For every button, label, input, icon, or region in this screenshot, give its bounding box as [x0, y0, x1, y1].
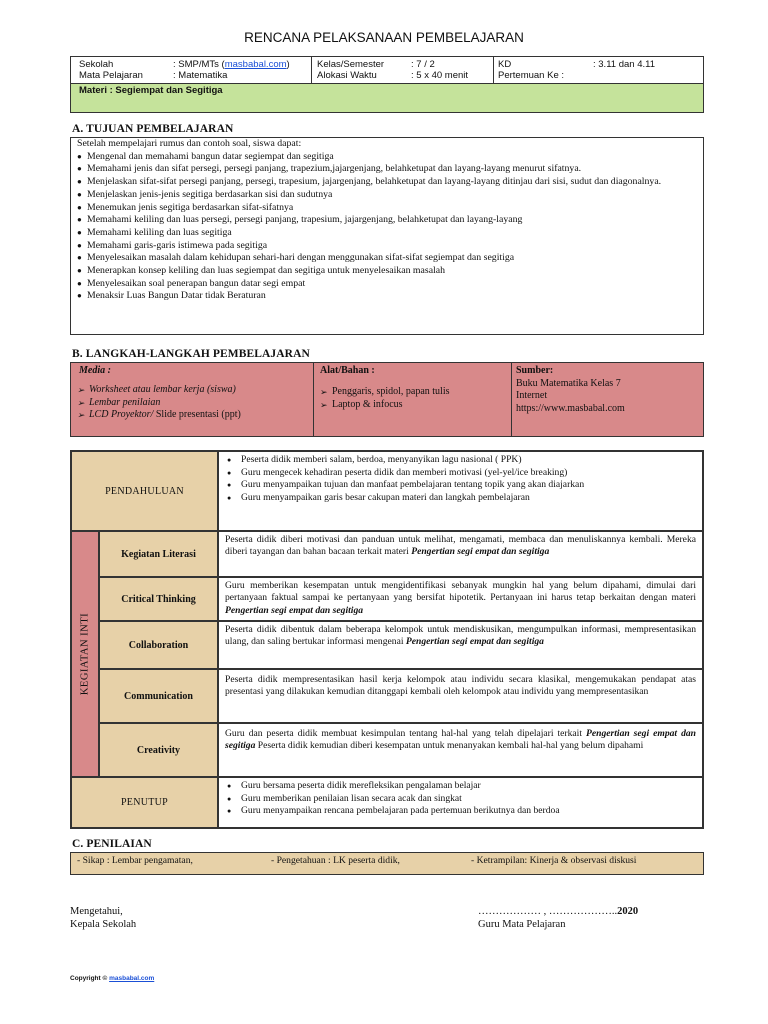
langkah-heading: B. LANGKAH-LANGKAH PEMBELAJARAN — [72, 348, 310, 360]
list-item: ● Peserta didik memberi salam, berdoa, menyanyikan lagu nasional ( PPK) — [219, 454, 702, 467]
date-line: ……………… , ………………..2020 — [478, 906, 639, 917]
creativity-body: Guru dan peserta didik membuat kesimpulan tentang hal-hal yang telah dipelajari terkait Pengertian segi empat dan segitiga Peserta didik kemudian diberi kesempatan untuk menanyakan kembali hal-hal yang belum dipahami — [218, 723, 703, 777]
media-cell — [71, 363, 313, 436]
pendahuluan-label: PENDAHULUAN — [71, 451, 218, 531]
list-item: ● Mengenal dan memahami bangun datar segiempat dan segitiga — [71, 151, 703, 164]
list-item: ● Memahami keliling dan luas segitiga — [71, 227, 703, 240]
list-item: ➢ LCD Proyektor/ Slide presentasi (ppt) — [71, 409, 313, 422]
media-table — [70, 362, 704, 437]
penilaian-sikap: - Sikap : Lembar pengamatan, — [77, 855, 193, 866]
list-item: ● Memahami garis-garis istimewa pada segitiga — [71, 240, 703, 253]
critical-thinking-body: Guru memberikan kesempatan untuk mengidentifikasi sebanyak mungkin hal yang belum dipahami, dimulai dari pertanyaan faktual sampai ke pertanyaan yang bersifat hipotetik. Pertanyaan ini harus tetap berkaitan dengan materi Pengertian segi empat dan segitiga — [218, 577, 703, 621]
signature-right — [478, 905, 638, 931]
media-title: Media : — [79, 365, 111, 376]
alokasi-value: : 5 x 40 menit — [411, 70, 469, 81]
divider — [311, 57, 312, 83]
list-item: ➢ Penggaris, spidol, papan tulis — [314, 386, 512, 399]
list-item: ● Menyelesaikan masalah dalam kehidupan sehari-hari dengan menggunakan sifat-sifat segiempat dan segitiga — [71, 252, 703, 265]
sekolah-label: Sekolah — [79, 59, 114, 70]
tujuan-list — [71, 151, 703, 303]
materi-banner — [71, 83, 703, 112]
kd-label: KD — [498, 59, 512, 70]
communication-body: Peserta didik mempresentasikan hasil kerja kelompok atau individu secara klasikal, mengemukakan pendapat atas presentasi yang dilakukan kemudian ditanggapi kembali oleh kelompok atau individu yang mempresentasikan — [218, 669, 703, 723]
sumber-cell — [511, 363, 704, 436]
critical-thinking-label: Critical Thinking — [99, 577, 218, 621]
penilaian-box — [70, 852, 704, 875]
list-item: ● Memahami keliling dan luas persegi, persegi panjang, trapesium, jajargenjang, belahketupat dan layang-layang — [71, 214, 703, 227]
copyright: Copyright © masbabal.com — [70, 975, 155, 982]
list-item: ● Guru menyampaikan tujuan dan manfaat pembelajaran tentang topik yang akan diajarkan — [219, 479, 702, 492]
penilaian-pengetahuan: - Pengetahuan : LK peserta didik, — [271, 855, 400, 866]
creativity-label: Creativity — [99, 723, 218, 777]
list-item: ● Guru menyampaikan garis besar cakupan materi dan langkah pembelajaran — [219, 492, 702, 505]
pendahuluan-body — [218, 451, 703, 531]
pertemuan-label: Pertemuan Ke : — [498, 70, 565, 81]
alat-title: Alat/Bahan : — [320, 365, 375, 376]
header-info-box — [70, 56, 704, 113]
list-item: ● Memahami jenis dan sifat persegi, persegi panjang, trapezium,jajargenjang, belahketupat dan layang-layang menurut sifatnya. — [71, 163, 703, 176]
sumber-item: Internet — [516, 390, 548, 401]
guru-text: Guru Mata Pelajaran — [478, 919, 566, 930]
penutup-body — [218, 777, 703, 828]
copyright-link[interactable]: masbabal.com — [109, 975, 155, 982]
list-item: ➢ Laptop & infocus — [314, 399, 512, 412]
alat-cell — [313, 363, 512, 436]
mapel-value: : Matematika — [173, 70, 228, 81]
collaboration-body: Peserta didik dibentuk dalam beberapa kelompok untuk mendiskusikan, mengumpulkan informasi, mempresentasikan ulang, dan saling bertukar informasi mengenai Pengertian segi empat dan segitiga — [218, 621, 703, 669]
communication-label: Communication — [99, 669, 218, 723]
kegiatan-inti-label: KEGIATAN INTI — [71, 531, 99, 777]
list-item: ● Menjelaskan jenis-jenis segitiga berdasarkan sisi dan sudutnya — [71, 189, 703, 202]
tujuan-intro: Setelah mempelajari rumus dan contoh soal, siswa dapat: — [77, 138, 302, 149]
kelas-label: Kelas/Semester — [317, 59, 385, 70]
list-item: ● Menerapkan konsep keliling dan luas segiempat dan segitiga untuk menyelesaikan masalah — [71, 265, 703, 278]
list-item: ➢ Lembar penilaian — [71, 397, 313, 410]
kd-value: : 3.11 dan 4.11 — [593, 59, 655, 70]
literasi-label: Kegiatan Literasi — [99, 531, 218, 577]
sumber-link[interactable]: https://www.masbabal.com — [516, 402, 625, 414]
kepala-sekolah-text: Kepala Sekolah — [70, 919, 137, 930]
kegiatan-table — [70, 450, 704, 829]
tujuan-heading: A. TUJUAN PEMBELAJARAN — [72, 123, 234, 135]
list-item: ● Menaksir Luas Bangun Datar tidak Beraturan — [71, 290, 703, 303]
collaboration-label: Collaboration — [99, 621, 218, 669]
list-item: ● Menemukan jenis segitiga berdasarkan sifat-sifatnya — [71, 202, 703, 215]
mapel-label: Mata Pelajaran — [79, 70, 143, 81]
list-item: ● Guru mengecek kehadiran peserta didik dan memberi motivasi (yel-yel/ice breaking) — [219, 467, 702, 480]
mengetahui-text: Mengetahui, — [70, 906, 123, 917]
penilaian-heading: C. PENILAIAN — [72, 838, 152, 850]
list-item: ● Guru menyampaikan rencana pembelajaran pada pertemuan berikutnya dan berdoa — [219, 805, 702, 818]
signature-left — [70, 905, 136, 931]
tujuan-box — [70, 137, 704, 335]
penilaian-keterampilan: - Ketrampilan: Kinerja & observasi diskusi — [471, 855, 637, 866]
sumber-item: Buku Matematika Kelas 7 — [516, 377, 621, 389]
kelas-value: : 7 / 2 — [411, 59, 435, 70]
sumber-title: Sumber: — [516, 365, 554, 376]
list-item: ● Menyelesaikan soal penerapan bangun datar segi empat — [71, 278, 703, 291]
page-title: RENCANA PELAKSANAAN PEMBELAJARAN — [244, 30, 524, 45]
list-item: ● Guru bersama peserta didik merefleksikan pengalaman belajar — [219, 780, 702, 793]
penutup-label: PENUTUP — [71, 777, 218, 828]
list-item: ● Guru memberikan penilaian lisan secara acak dan singkat — [219, 793, 702, 806]
list-item: ➢ Worksheet atau lembar kerja (siswa) — [71, 384, 313, 397]
alokasi-label: Alokasi Waktu — [317, 70, 377, 81]
list-item: ● Menjelaskan sifat-sifat persegi panjang, persegi, trapesium, jajargenjang, belahketupat dan layang-layang ditinjau dari sisi, sudut dan diagonalnya. — [71, 176, 703, 189]
literasi-body: Peserta didik diberi motivasi dan panduan untuk melihat, mengamati, membaca dan menuliskannya kembali. Mereka diberi tayangan dan bahan bacaan terkait materi Pengertian segi empat dan segitiga — [218, 531, 703, 577]
divider — [493, 57, 494, 83]
sekolah-link[interactable]: masbabal.com — [224, 59, 287, 70]
materi-text: Materi : Segiempat dan Segitiga — [79, 85, 223, 96]
sekolah-value: : SMP/MTs (masbabal.com) — [173, 59, 290, 70]
